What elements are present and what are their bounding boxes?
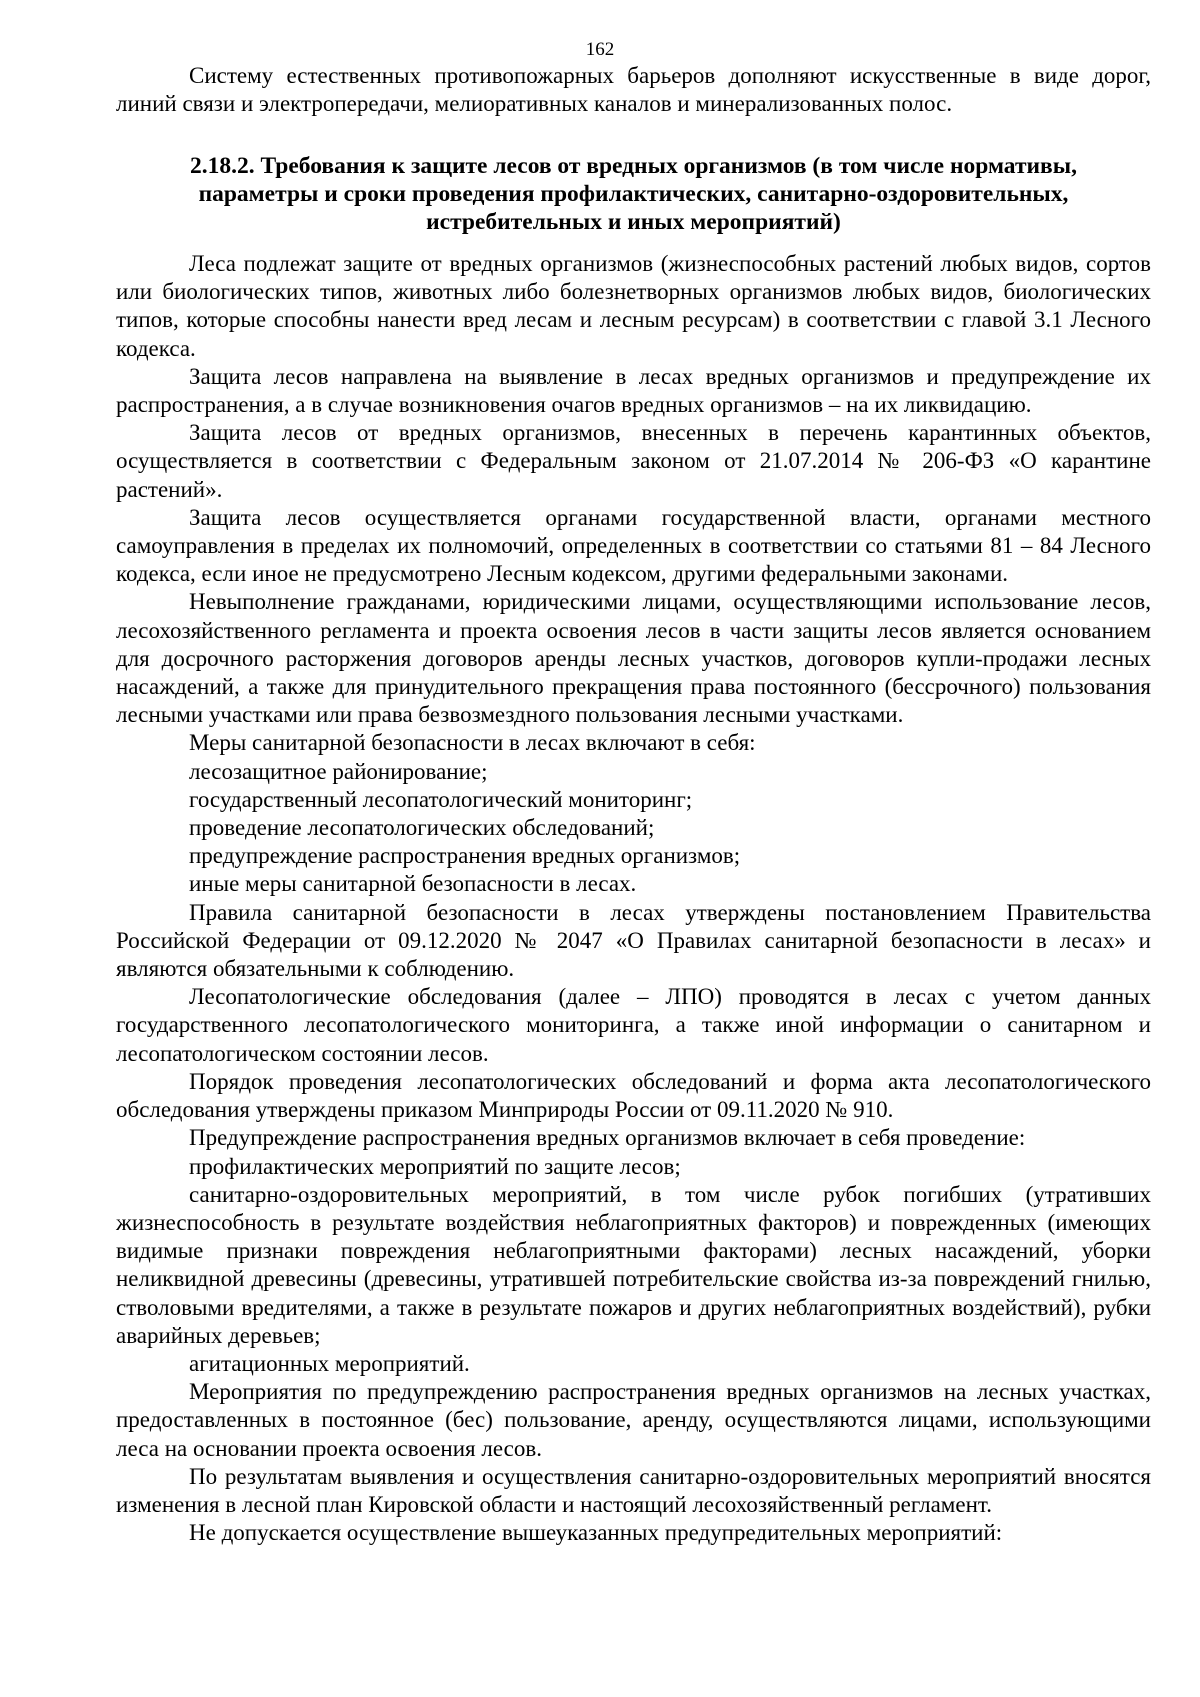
paragraph: Защита лесов направлена на выявление в лесах вредных организмов и предупреждение их распространения, а в случае возникновения очагов вредных организмов – на их ликвидацию.: [116, 363, 1151, 418]
list-item: агитационных мероприятий.: [189, 1350, 470, 1376]
paragraph: Правила санитарной безопасности в лесах утверждены постановлением Правительства Российской Федерации от 09.12.2020 № 2047 «О Правилах санитарной безопасности в лесах» и являются обязательными к соблюдению.: [116, 899, 1151, 982]
intro-paragraph: Систему естественных противопожарных барьеров дополняют искусственные в виде дорог, линий связи и электропередачи, мелиоративных каналов и минерализованных полос.: [116, 63, 1151, 117]
paragraph: Порядок проведения лесопатологических обследований и форма акта лесопатологического обследования утверждены приказом Минприроды России от 09.11.2020 № 910.: [116, 1068, 1151, 1123]
section-heading-line-1: 2.18.2. Требования к защите лесов от вредных организмов (в том числе нормативы,: [190, 153, 1077, 179]
paragraph: Невыполнение гражданами, юридическими лицами, осуществляющими использование лесов, лесохозяйственного регламента и проекта освоения лесов в части защиты лесов является основанием для досрочного расторжения договоров аренды лесных участков, договоров купли-продажи лесных насаждений, а также для принудительного прекращения права постоянного (бессрочного) пользования лесными участками или права безвозмездного пользования лесными участками.: [116, 589, 1151, 728]
section-heading: [116, 152, 1151, 236]
list-item: профилактических мероприятий по защите лесов;: [189, 1153, 681, 1179]
paragraph: Меры санитарной безопасности в лесах включают в себя:: [189, 730, 756, 756]
section-heading-line-2: параметры и сроки проведения профилактических, санитарно-оздоровительных,: [198, 181, 1069, 207]
page-number: 162: [585, 39, 615, 60]
section-heading-line-3: истребительных и иных мероприятий): [426, 209, 841, 235]
paragraph: Не допускается осуществление вышеуказанных предупредительных мероприятий:: [189, 1520, 1003, 1546]
list-item: иные меры санитарной безопасности в лесах.: [189, 871, 637, 897]
paragraph: Лесопатологические обследования (далее – ЛПО) проводятся в лесах с учетом данных государственного лесопатологического мониторинга, а также иной информации о санитарном и лесопатологическом состоянии лесов.: [116, 984, 1151, 1066]
paragraph: Леса подлежат защите от вредных организмов (жизнеспособных растений любых видов, сортов или биологических типов, животных либо болезнетворных организмов любых видов, биологических типов, которые способны нанести вред лесам и лесным ресурсам) в соответствии с главой 3.1 Лесного кодекса.: [116, 251, 1151, 361]
intro-block: [116, 62, 1151, 118]
paragraph: По результатам выявления и осуществления санитарно-оздоровительных мероприятий вносятся изменения в лесной план Кировской области и настоящий лесохозяйственный регламент.: [116, 1463, 1151, 1517]
list-item: лесозащитное районирование;: [189, 758, 488, 784]
paragraph: Предупреждение распространения вредных организмов включает в себя проведение:: [189, 1125, 1026, 1151]
list-item: проведение лесопатологических обследований;: [189, 815, 655, 841]
list-item: предупреждение распространения вредных организмов;: [189, 843, 741, 869]
list-item: санитарно-оздоровительных мероприятий, в том числе рубок погибших (утративших жизнеспособность в результате воздействия неблагоприятных факторов) и поврежденных (имеющих видимые признаки повреждения неблагоприятными факторами) лесных насаждений, уборки неликвидной древесины (древесины, утратившей потребительские свойства из-за повреждений гнилью, стволовыми вредителями, а также в результате пожаров и других неблагоприятных воздействий), рубки аварийных деревьев;: [116, 1181, 1151, 1348]
paragraph: Защита лесов от вредных организмов, внесенных в перечень карантинных объектов, осуществляется в соответствии с Федеральным законом от 21.07.2014 № 206-ФЗ «О карантине растений».: [116, 420, 1151, 502]
list-item: государственный лесопатологический мониторинг;: [189, 786, 693, 812]
paragraph: Мероприятия по предупреждению распространения вредных организмов на лесных участках, предоставленных в постоянное (бес) пользование, аренду, осуществляются лицами, использующими леса на основании проекта освоения лесов.: [116, 1379, 1151, 1461]
body-text: [116, 250, 1151, 1547]
paragraph: Защита лесов осуществляется органами государственной власти, органами местного самоуправления в пределах их полномочий, определенных в соответствии со статьями 81 – 84 Лесного кодекса, если иное не предусмотрено Лесным кодексом, другими федеральными законами.: [116, 504, 1151, 587]
